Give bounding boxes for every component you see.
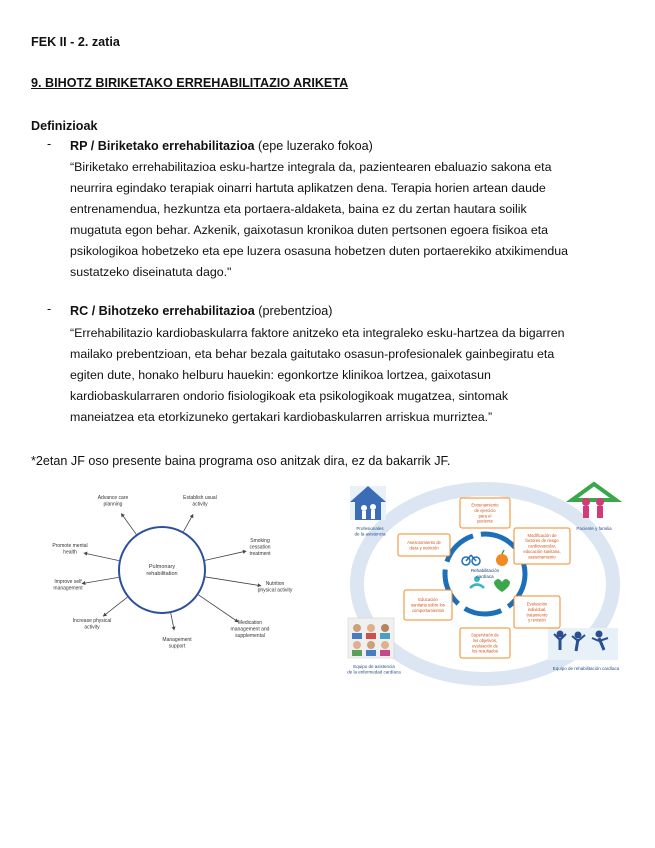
spoke-label: Management support [162, 637, 192, 650]
definitions-heading: Definizioak [31, 119, 98, 133]
center-text: Rehabilitación cardíaca [470, 568, 500, 579]
definition-term-row [70, 302, 332, 320]
pulmonary-rehab-diagram [30, 478, 330, 683]
spoke-label: Advance care planning [97, 495, 129, 508]
center-text: Pulmonary rehabilitation [146, 564, 178, 577]
paragraph-line: neurrira egindako terapiak oinarri hartuta aplikatzen dena. Terapia horien artean daude [70, 181, 546, 195]
spoke-arrow [198, 595, 238, 622]
corner-label: Equipo de asistencia de la enfermedad cardíaca [347, 664, 401, 675]
rehab-box-label: Evaluación individual, tratamiento y revisión [526, 601, 548, 623]
rehab-box-label: Asesoramiento de dieta y nutrición [407, 539, 441, 551]
rehab-box-label: Educación sanitaria sobre los comportamientos [411, 597, 445, 613]
paragraph-line: maneiatzea eta etorkizuneko gertakari kardiobaskularren arriskua murriztea.” [70, 410, 493, 424]
spoke-label: Nutrition physical activity [257, 581, 293, 594]
paragraph-line: mugatuta egon behar. Azkenik, gaixotasun kronikoa duten pertsonen egoera fisikoa eta [70, 223, 549, 237]
section-title: 9. BIHOTZ BIRIKETAKO ERREHABILITAZIO ARIKETA [31, 76, 349, 90]
spoke-arrow [205, 551, 246, 560]
paragraph-line: sustatzeko diseinatuta dago." [70, 265, 232, 279]
spoke-label: Improve self management [53, 579, 83, 592]
arrowhead [84, 552, 88, 556]
rehab-box-label: Modificación de factores de riesgo cardiovascular, educación sanitaria, asesoramiento [523, 532, 561, 560]
paragraph-line: kardiobaskularraren ondorio fisiologikoak eta psikologikoak mugatzea, sintomak [70, 389, 509, 403]
corner-label: Equipo de rehabilitación cardíaca [552, 666, 620, 671]
rehab-box-label: Entrenamiento de ejercicio para el paciente [471, 502, 499, 524]
arrowhead [121, 513, 125, 517]
paragraph-line: mailako prebentzioan, eta behar bezala gaitutako osasun-profesionalek gainbegiratu eta [70, 347, 555, 361]
definition-term: RP / Biriketako errehabilitazioa [70, 139, 255, 153]
spoke-arrow [103, 597, 127, 616]
arrowhead [82, 581, 86, 585]
spoke-label: Medication management and supplemental [230, 620, 270, 639]
house-icon [350, 486, 386, 520]
definition-paragraph [70, 323, 565, 428]
arrowhead [243, 550, 247, 554]
paragraph-line: “Biriketako errehabilitazioa esku-hartze integrala da, pazientearen ebaluazio sakona eta [70, 160, 552, 174]
spoke-arrow [84, 553, 119, 561]
spoke-label: Increase physical activity [72, 618, 112, 631]
spoke-label: Establish usual activity [183, 495, 217, 508]
paragraph-line: “Errehabilitazio kardiobaskularra faktore anitzeko eta integraleko esku-hartzea da bigarren [70, 326, 565, 340]
definition-paragraph [70, 157, 568, 283]
paragraph-line: egiten dute, honako helburu hauekin: egonkortze klinikoa lortzea, gaixotasun [70, 368, 491, 382]
center-label [146, 564, 177, 577]
paragraph-line: entrenamendua, hezkuntza eta portaera-aldaketa, baina ez du zertan hautara soilik [70, 202, 527, 216]
footnote: *2etan JF oso presente baina programa oso anitzak dira, ez da bakarrik JF. [31, 454, 451, 468]
definition-term: RC / Bihotzeko errehabilitazioa [70, 304, 255, 318]
spoke-arrow [121, 513, 136, 534]
definition-term-row [70, 137, 373, 155]
center-circle [119, 527, 205, 613]
list-dash: - [47, 302, 52, 316]
definition-note: (prebentzioa) [254, 304, 333, 318]
definition-note: (epe luzerako fokoa) [254, 139, 373, 153]
arrowhead [172, 627, 176, 631]
arrowhead [103, 613, 107, 617]
spoke-label: Smoking cessation treatment [249, 538, 271, 557]
list-dash: - [47, 137, 52, 151]
spoke-arrow [82, 577, 119, 583]
rehab-box-label: Supervisión de los objetivos, evaluación de los resultados [471, 632, 499, 654]
sport-team-icon [548, 628, 618, 660]
corner-label: Profesionales de la asistencia [354, 526, 386, 537]
cardiac-rehab-diagram [342, 478, 632, 688]
course-header: FEK II - 2. zatia [31, 35, 120, 49]
corner-label: Paciente y familia [576, 526, 612, 531]
spoke-label: Promote mental health [52, 543, 88, 556]
paragraph-line: psikologikoa hobetzeko eta epe luzera osasuna hobetzen duten portaerekiko atxikimendua [70, 244, 569, 258]
team-avatars-icon [348, 618, 394, 658]
spoke-arrow [205, 577, 261, 586]
